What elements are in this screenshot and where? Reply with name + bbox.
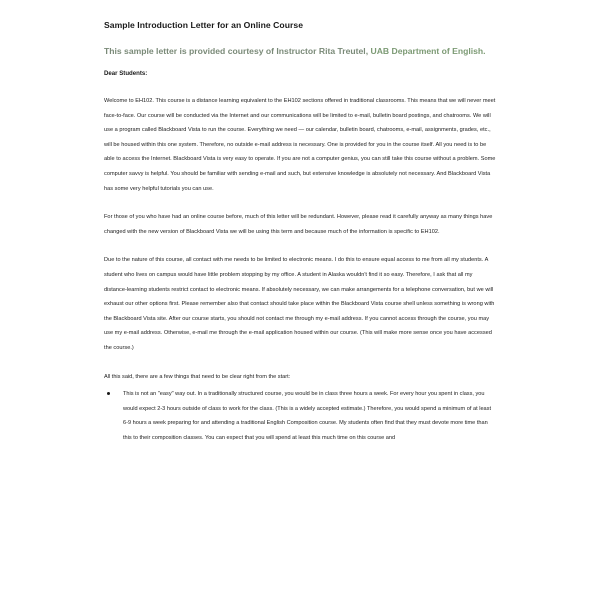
letter-page [104,20,496,445]
salutation: Dear Students: [104,70,148,77]
department-link[interactable]: UAB Department of English. [370,46,486,56]
paragraph-welcome: Welcome to EH102. This course is a distance learning equivalent to the EH102 sections offered in traditional classrooms. This means that we will never meet face-to-face. Our course will be conducted via the Internet and our communications will be limited to e-mail, bulletin board postings, and chatrooms. We will use a program called Blackboard Vista to run the course. Everything we need — our calendar, bulletin board, chatrooms, e-mail, assignments, grades, etc., will be housed within this one system. Therefore, no outside e-mail address is necessary. One is provided for you in the course itself. All you need is to be able to access the Internet. Blackboard Vista is very easy to operate. If you are not a computer genius, you can still take this course without a problem. Some computer savvy is helpful. You should be familiar with sending e-mail and such, but extensive knowledge is absolutely not necessary. And Blackboard Vista has some very helpful tutorials you can use. [104,98,496,192]
bullet-list [104,387,496,445]
courtesy-note [104,44,496,59]
bullet-dot-icon [107,392,110,395]
courtesy-text: This sample letter is provided courtesy of Instructor Rita Treutel, [104,46,371,56]
document-title: Sample Introduction Letter for an Online Course [104,20,304,30]
list-intro: All this said, there are a few things that need to be clear right from the start: [104,373,291,380]
list-item [104,387,496,445]
paragraph-previous-online: For those of you who have had an online course before, much of this letter will be redundant. However, please read it carefully anyway as many things have changed with the new version of Blackboard Vista we will be using this term and because much of the information is specific to EH102. [104,214,493,235]
paragraph-contact: Due to the nature of this course, all contact with me needs to be limited to electronic means. I do this to ensure equal access to me from all my students. A student who lives on campus would have little problem stopping by my office. A student in Alaska wouldn't find it so easy. Therefore, I ask that all my distance-learning students restrict contact to electronic means. If absolutely necessary, we can make arrangements for a telephone conversation, but we will exhaust our other options first. Please remember also that contact should take place within the Blackboard Vista course shell unless something is wrong with the Blackboard Vista site. After our course starts, you should not contact me through my e-mail address. If you cannot access through the course, you may use my e-mail address. Otherwise, e-mail me through the e-mail application housed within our course. (This will make more sense once you have accessed the course.) [104,257,495,351]
list-item-text: This is not an "easy" way out. In a traditionally structured course, you would be in class three hours a week. For every hour you spent in class, you would expect 2-3 hours outside of class to work for the class. (This is a widely accepted estimate.) Therefore, you would spend a minimum of at least 6-9 hours a week preparing for and attending a traditional English Composition course. My students often find that they must devote more time than this to their composition classes. You can expect that you will spend at least this much time on this course and [123,391,492,441]
